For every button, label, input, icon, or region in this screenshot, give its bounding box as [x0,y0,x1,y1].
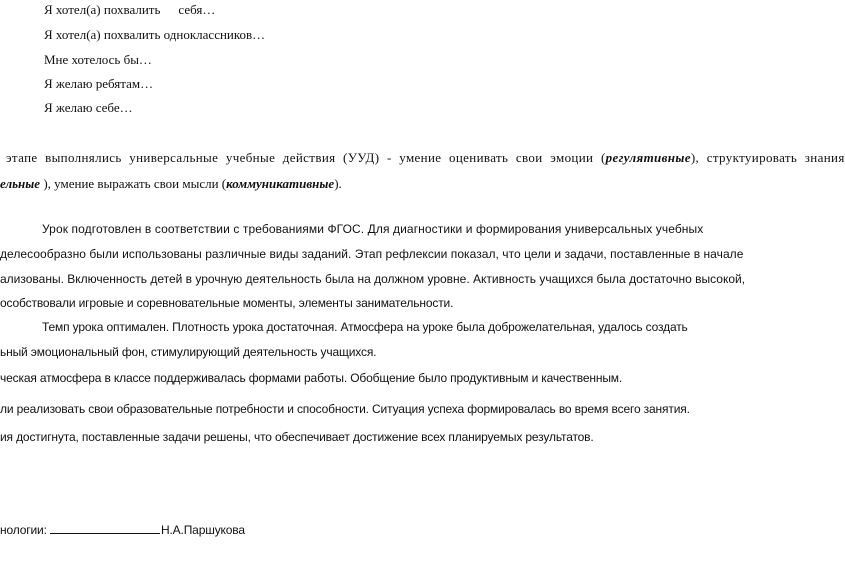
regulative-term: регулятивные [605,150,691,165]
prompt-text: Я хотел(а) похвалить [44,2,161,17]
analysis-line-3: ализованы. Включенность детей в урочную деятельность была на должном уровне. Активность учащихся была достаточно высокой, [0,272,746,286]
analysis-line-4: особствовали игровые и соревновательные моменты, элементы занимательности. [0,296,454,310]
uud-paragraph-line-2: ельные ), умение выражать свои мысли (коммуникативные). [0,176,342,191]
analysis-line-1: Урок подготовлен в соответствии с требованиями ФГОС. Для диагностики и формирования универсальных учебных [42,222,704,236]
reflection-prompt-wish-self: Я желаю себе… [44,100,133,115]
analysis-line-6: ьный эмоциональный фон, стимулирующий деятельность учащихся. [0,345,377,359]
signature-line [0,521,245,537]
reflection-prompt-praise-classmates: Я хотел(а) похвалить одноклассников… [44,27,266,42]
analysis-line-5: Темп урока оптимален. Плотность урока достаточная. Атмосфера на уроке была доброжелательная, удалось создать [42,320,688,334]
prompt-text: себя… [178,2,216,17]
analysis-line-2: делесообразно были использованы различные виды заданий. Этап рефлексии показал, что цели и задачи, поставленные в начале [0,247,744,261]
analysis-line-7: ческая атмосфера в классе поддерживалась формами работы. Обобщение было продуктивным и качественным. [0,371,623,385]
signature-blank [50,521,160,534]
reflection-prompt-wish-classmates: Я желаю ребятам… [44,76,154,91]
signature-label: нологии: [0,523,47,537]
signature-name: Н.А.Паршукова [160,523,245,537]
analysis-line-9: ия достигнута, поставленные задачи решены, что обеспечивает достижение всех планируемых результатов. [0,430,594,444]
reflection-prompt-wish: Мне хотелось бы… [44,52,152,67]
communicative-term: коммуникативные [226,176,335,191]
uud-paragraph-line-1: этапе выполнялись универсальные учебные действия (УУД) - умение оценивать свои эмоции (регулятивные), структуировать знания [6,150,845,165]
analysis-line-8: ли реализовать свои образовательные потребности и способности. Ситуация успеха формировалась во время всего занятия. [0,402,690,416]
cognitive-term: ельные [0,176,41,191]
reflection-prompt-praise-self [44,2,215,18]
